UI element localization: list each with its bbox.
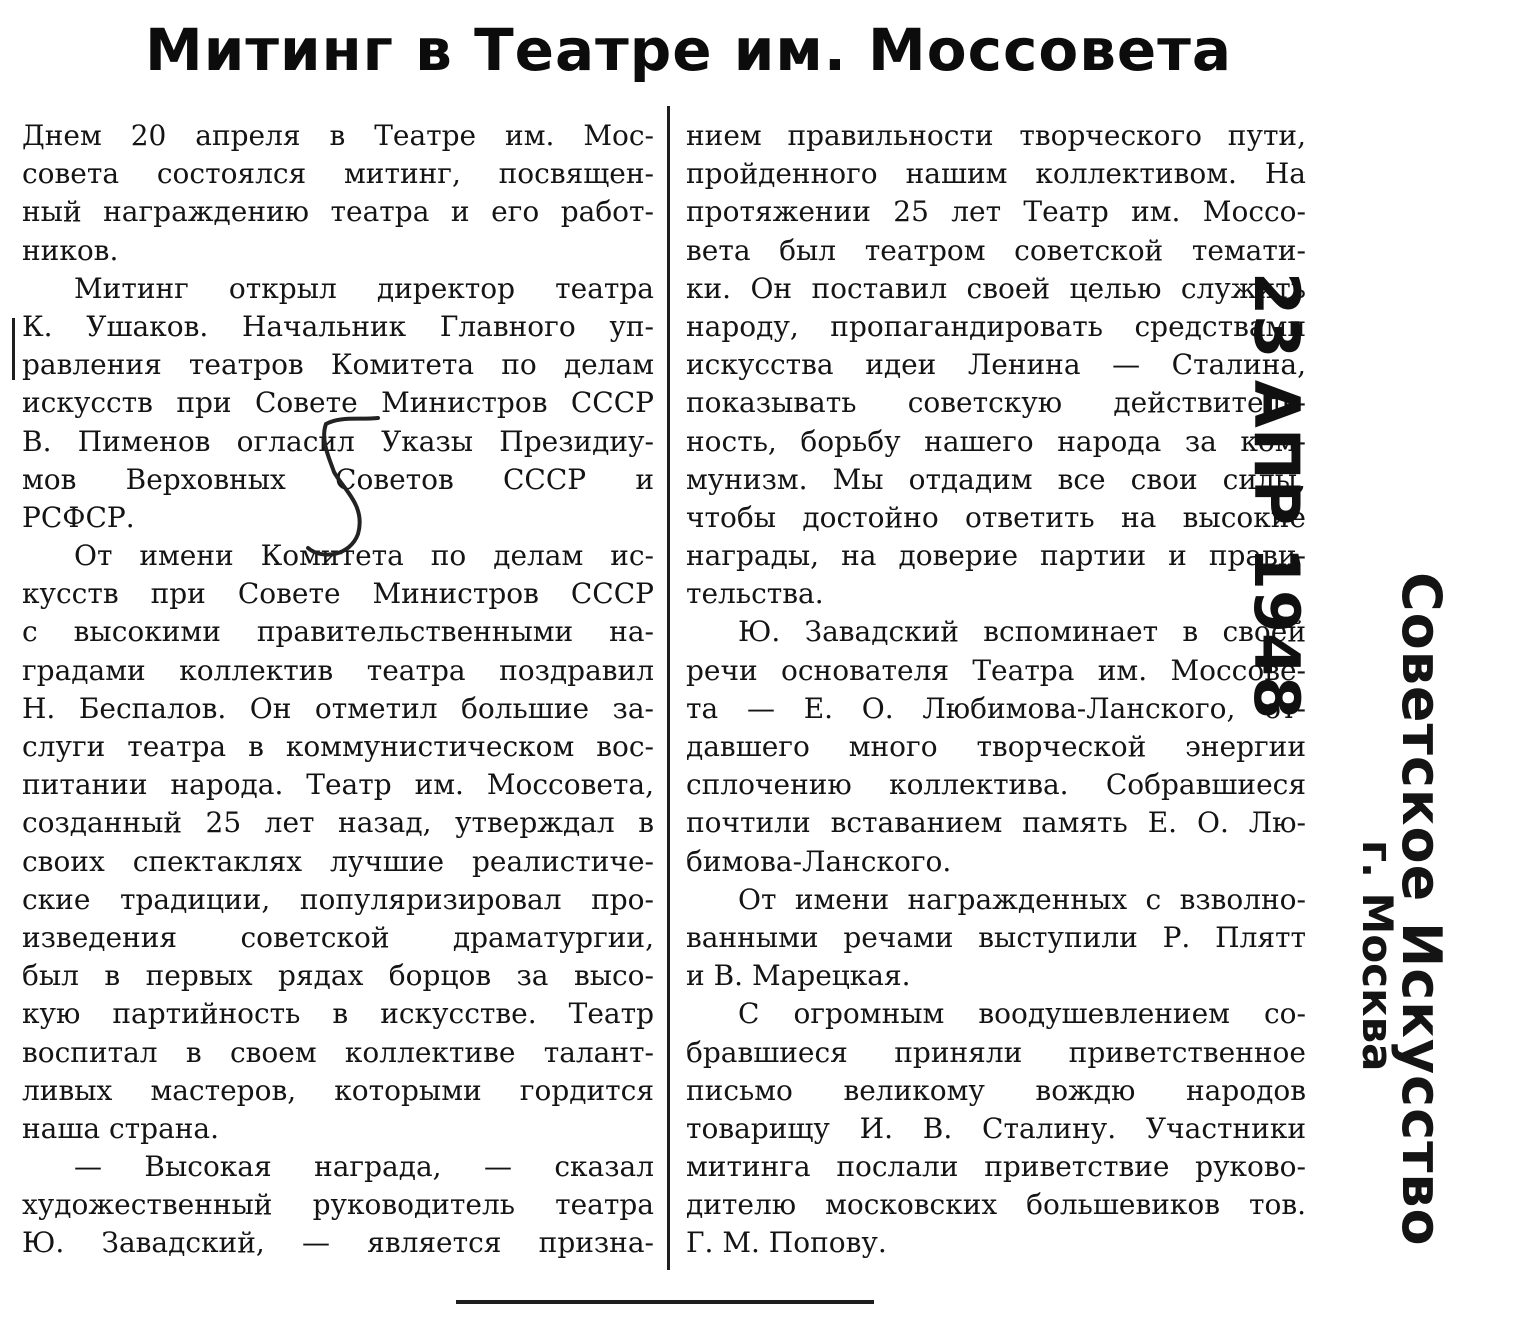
text-line: ские традиции, популяризировал про- [22, 882, 654, 916]
text-line: кусств при Совете Министров СССР [22, 577, 654, 611]
text-line: От имени Комитета по делам ис- [74, 539, 654, 573]
text-line: чтобы достойно ответить на высокие [686, 500, 1306, 534]
text-line: вета был театром советской темати- [686, 233, 1306, 267]
text-line: бимова-Ланского. [686, 844, 952, 878]
text-line: искусства идеи Ленина — Сталина, [686, 348, 1306, 382]
text-line: мунизм. Мы отдадим все свои силы, [686, 462, 1306, 496]
text-line: РСФСР. [22, 500, 135, 534]
text-line: В. Пименов огласил Указы Президиу- [22, 424, 654, 458]
text-line: совета состоялся митинг, посвящен- [22, 157, 654, 191]
text-line: художественный руководитель театра [22, 1188, 654, 1222]
text-line: слуги театра в коммунистическом вос- [22, 730, 654, 763]
text-line: От имени награжденных с взволно- [738, 882, 1306, 916]
text-line: нием правильности творческого пути, [686, 119, 1306, 152]
text-line: К. Ушаков. Начальник Главного уп- [22, 309, 654, 343]
text-line: дителю московских большевиков тов. [686, 1188, 1306, 1222]
text-line: Н. Беспалов. Он отметил большие за- [22, 691, 654, 725]
text-line: та — Е. О. Любимова-Ланского, от- [686, 691, 1306, 725]
text-line: давшего много творческой энергии [686, 730, 1306, 763]
text-line: митинга послали приветствие руково- [686, 1150, 1306, 1184]
text-line: Днем 20 апреля в Театре им. Мос- [22, 119, 654, 152]
text-line: воспитал в своем коллективе талант- [22, 1035, 654, 1069]
text-line: Митинг открыл директор театра [74, 271, 654, 305]
text-line: мов Верховных Советов СССР и [22, 462, 654, 496]
left-column [22, 117, 654, 1263]
article-title: Митинг в Театре им. Моссовета [145, 16, 1233, 84]
text-line: С огромным воодушевлением со- [738, 997, 1306, 1031]
text-line: тельства. [686, 577, 824, 611]
margin-mark [12, 318, 15, 380]
text-line: бравшиеся приняли приветственное [686, 1035, 1306, 1069]
stamp-date: 23 АПР 1948 [1240, 272, 1313, 720]
footer-rule [456, 1300, 874, 1304]
text-line: почтили вставанием память Е. О. Лю- [686, 806, 1306, 840]
text-line: сплочению коллектива. Собравшиеся [686, 768, 1306, 802]
stamp-source: Советское Искусство [1390, 572, 1453, 1247]
text-line: кую партийность в искусстве. Театр [22, 997, 654, 1031]
text-line: градами коллектив театра поздравил [22, 653, 654, 687]
text-line: своих спектаклях лучшие реалистиче- [22, 844, 654, 878]
text-line: письмо великому вождю народов [686, 1073, 1306, 1107]
text-line: Г. М. Попову. [686, 1226, 887, 1260]
text-line: ванными речами выступили Р. Плятт [686, 920, 1306, 954]
text-line: был в первых рядах борцов за высо- [22, 959, 654, 993]
text-line: Ю. Завадский вспоминает в своей [738, 615, 1306, 649]
text-line: пройденного нашим коллективом. На [686, 157, 1306, 191]
text-line: протяжении 25 лет Театр им. Моссо- [686, 195, 1306, 229]
stamp-city: г. Москва [1353, 840, 1402, 1072]
text-line: ки. Он поставил своей целью служить [686, 271, 1306, 305]
text-line: речи основателя Театра им. Моссове- [686, 653, 1306, 687]
text-line: и В. Марецкая. [686, 959, 911, 993]
text-line: созданный 25 лет назад, утверждал в [22, 806, 654, 840]
text-line: товарищу И. В. Сталину. Участники [686, 1111, 1306, 1145]
text-line: ливых мастеров, которыми гордится [22, 1073, 654, 1107]
text-line: ность, борьбу нашего народа за ком- [686, 424, 1306, 458]
text-line: равления театров Комитета по делам [22, 348, 654, 382]
handwritten-mark-icon [300, 410, 400, 570]
text-line: показывать советскую действитель- [686, 386, 1306, 420]
text-line: награды, на доверие партии и прави- [686, 539, 1306, 573]
text-line: Ю. Завадский, — является призна- [22, 1226, 654, 1260]
text-line: питании народа. Театр им. Моссовета, [22, 768, 654, 802]
text-line: искусств при Совете Министров СССР [22, 386, 654, 420]
text-line: изведения советской драматургии, [22, 920, 654, 954]
right-column [686, 117, 1313, 1263]
column-divider [667, 106, 670, 1270]
text-line: с высокими правительственными на- [22, 615, 654, 649]
text-line: ников. [22, 233, 119, 267]
text-line: — Высокая награда, — сказал [74, 1150, 654, 1184]
text-line: наша страна. [22, 1111, 220, 1145]
text-line: ный награждению театра и его работ- [22, 195, 654, 229]
text-line: народу, пропагандировать средствами [686, 309, 1306, 343]
